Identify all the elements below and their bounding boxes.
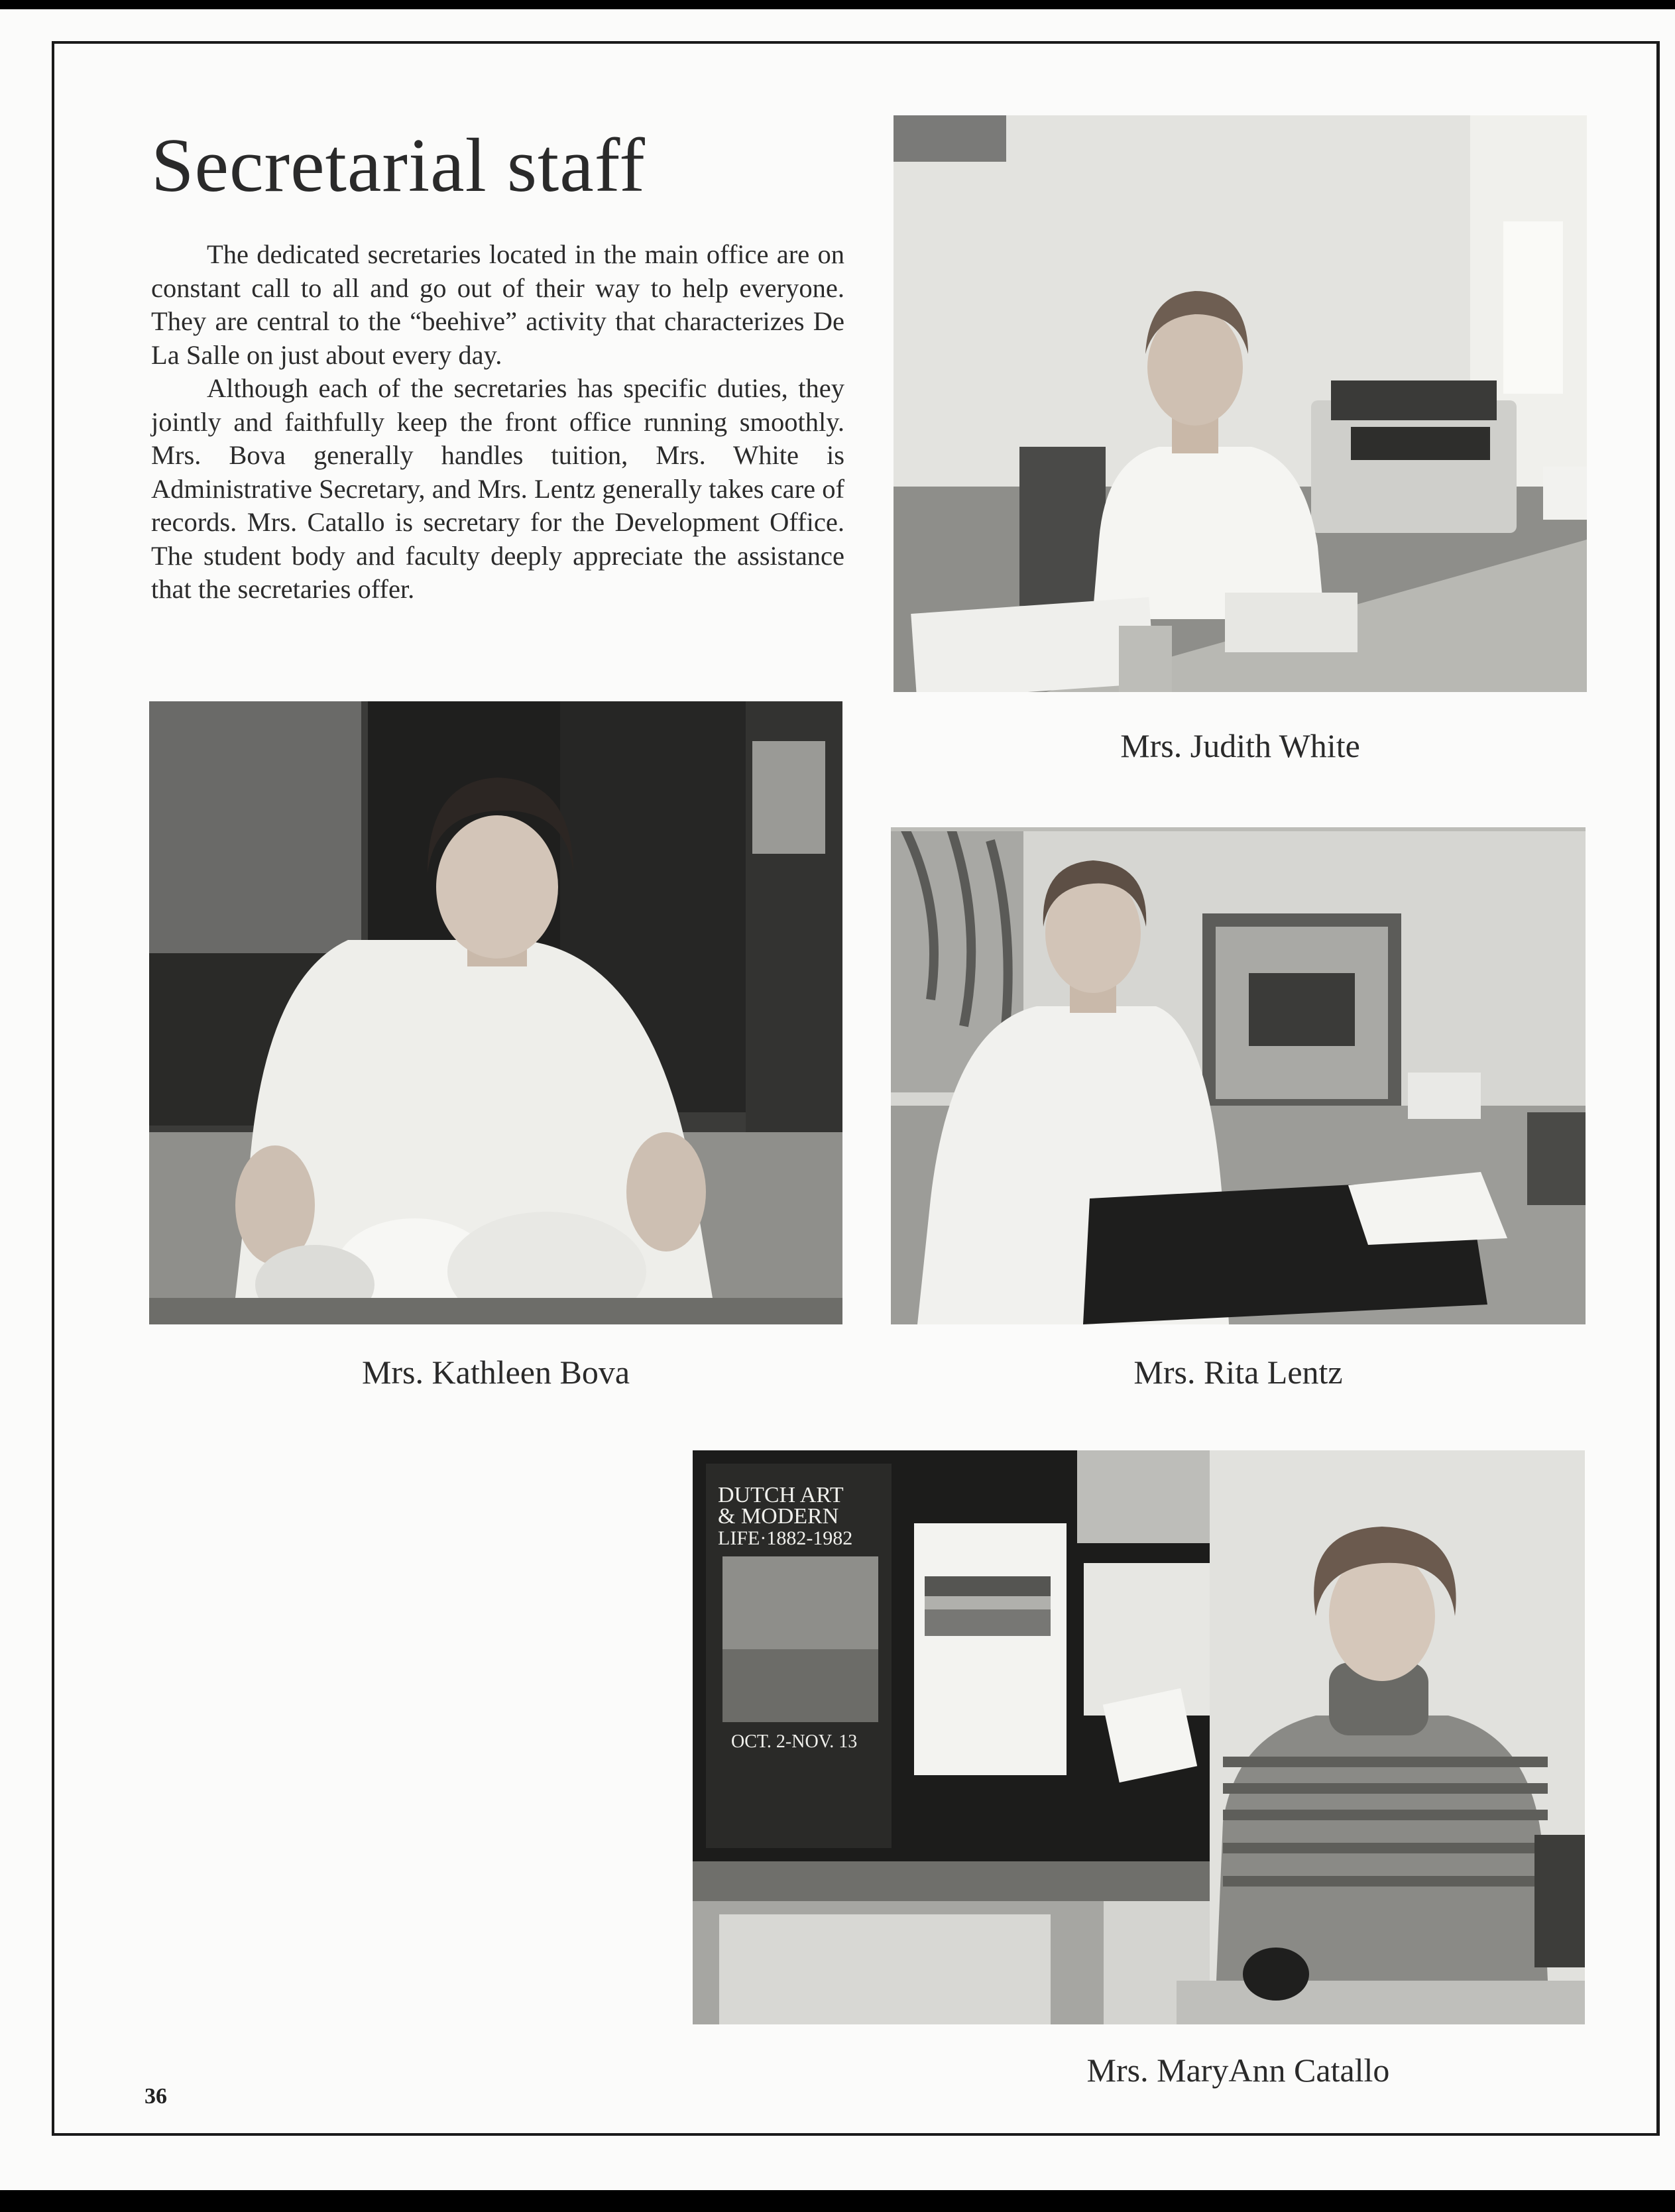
photo-maryann-catallo	[693, 1450, 1585, 2024]
poster-line-2: & MODERN	[718, 1504, 839, 1529]
photo-kathleen-bova	[149, 701, 842, 1324]
caption-maryann-catallo: Mrs. MaryAnn Catallo	[1086, 2052, 1390, 2089]
yearbook-page	[0, 9, 1675, 2190]
poster-dates: OCT. 2-NOV. 13	[731, 1731, 858, 1752]
caption-judith-white: Mrs. Judith White	[1120, 727, 1360, 764]
poster-line-3: LIFE·1882-1982	[718, 1527, 853, 1549]
intro-text	[151, 238, 844, 607]
caption-kathleen-bova: Mrs. Kathleen Bova	[361, 1354, 630, 1391]
page-title: Secretarial staff	[151, 123, 646, 208]
poster-line-1: DUTCH ART	[718, 1483, 844, 1507]
photo-rita-lentz	[891, 827, 1586, 1324]
photo-judith-white	[894, 115, 1587, 692]
paragraph-1: The dedicated secretaries located in the main office are on constant call to all and go out of their way to help everyone. They are central to the “beehive” activity that characterizes De La Salle on just about every day.	[151, 239, 844, 370]
page-number: 36	[144, 2084, 167, 2109]
paragraph-2: Although each of the secretaries has specific duties, they jointly and faithfully keep the front office running smoothly. Mrs. Bova generally handles tuition, Mrs. White is Administrative Secretary, and Mrs. Lentz generally takes care of records. Mrs. Catallo is secretary for the Development Office. The student body and faculty deeply appreciate the assistance that the secretaries offer.	[151, 373, 844, 604]
caption-rita-lentz: Mrs. Rita Lentz	[1133, 1354, 1343, 1391]
